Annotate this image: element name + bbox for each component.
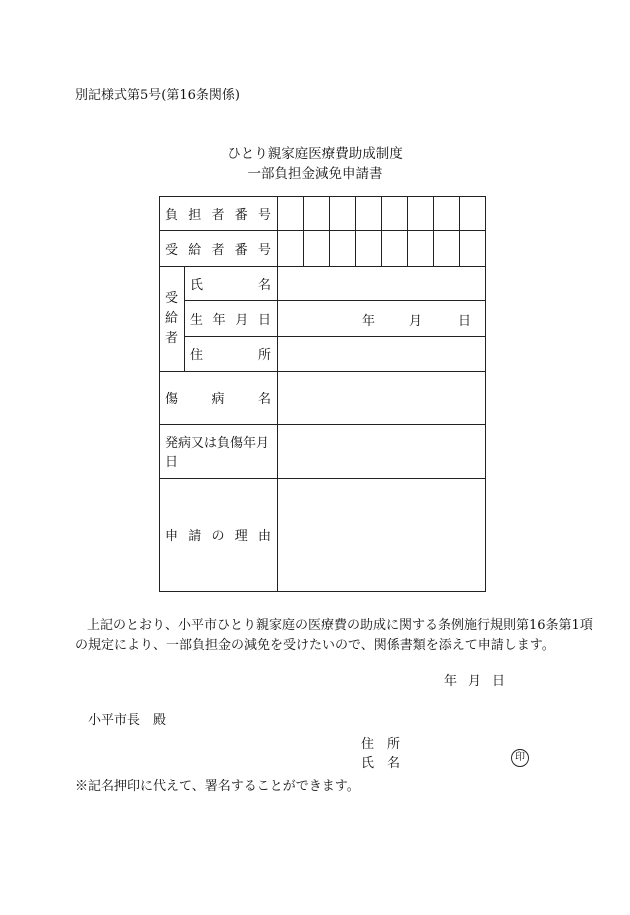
recipient-number-label: 受 給 者 番 号 — [165, 242, 271, 258]
burden-number-boxes[interactable] — [278, 197, 485, 230]
name-field[interactable] — [278, 267, 485, 300]
address-label: 住 所 — [190, 348, 271, 363]
form-title: ひとり親家庭医療費助成制度 — [227, 146, 403, 162]
date-month-unit: 月 — [468, 674, 482, 689]
recipient-number-boxes[interactable] — [278, 231, 485, 266]
applicant-address-label: 住 所 — [361, 737, 401, 752]
reason-field[interactable] — [278, 479, 485, 591]
onset-date-label: 発病又は負傷年月日 — [165, 436, 270, 470]
form-reference: 別記様式第5号(第16条関係) — [75, 88, 240, 103]
recipient-group-label: 受 給 者 — [164, 290, 178, 346]
disease-label: 傷 病 名 — [165, 392, 271, 407]
birthdate-day-unit: 日 — [458, 314, 472, 329]
birthdate-field[interactable] — [278, 301, 485, 336]
birthdate-month-unit: 月 — [409, 314, 423, 329]
form-subtitle: 一部負担金減免申請書 — [247, 166, 383, 182]
disease-field[interactable] — [278, 372, 485, 424]
signature-note: ※記名押印に代えて、署名することができます。 — [75, 779, 360, 794]
address-field[interactable] — [278, 337, 485, 371]
birthdate-label: 生 年 月 日 — [190, 312, 271, 328]
birthdate-year-unit: 年 — [362, 314, 376, 329]
onset-date-field[interactable] — [278, 425, 485, 478]
seal-mark-icon: 印 — [511, 749, 529, 767]
name-label: 氏 名 — [190, 277, 271, 293]
statement-line-1: 上記のとおり、小平市ひとり親家庭の医療費の助成に関する条例施行規則第16条第1項 — [87, 618, 593, 633]
burden-number-label: 負 担 者 番 号 — [165, 207, 271, 223]
statement-line-2: の規定により、一部負担金の減免を受けたいので、関係書類を添えて申請します。 — [75, 638, 555, 653]
addressee: 小平市長 殿 — [88, 713, 167, 728]
reason-label: 申 請 の 理 由 — [165, 529, 271, 544]
date-year-unit: 年 — [444, 674, 458, 689]
date-day-unit: 日 — [492, 674, 506, 689]
applicant-name-label: 氏 名 — [361, 756, 401, 771]
